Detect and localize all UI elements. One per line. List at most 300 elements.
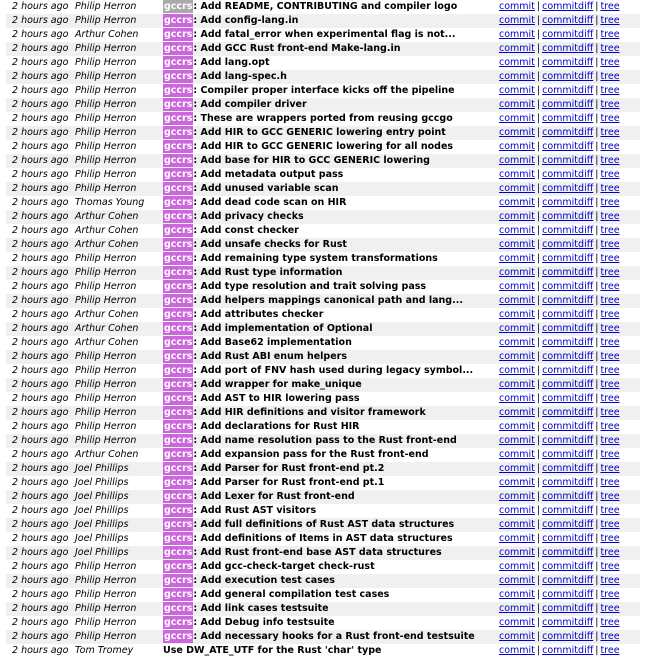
commit-subject-link[interactable] xyxy=(157,266,493,280)
commit-links xyxy=(493,56,640,70)
link-separator: | xyxy=(595,197,599,208)
link-separator: | xyxy=(595,267,599,278)
commitdiff-link[interactable]: commitdiff xyxy=(542,351,594,362)
commit-subject-link[interactable] xyxy=(157,182,493,196)
commit-subject-link[interactable] xyxy=(157,126,493,140)
link-separator: | xyxy=(536,505,541,516)
tree-link[interactable]: tree xyxy=(600,309,620,320)
commitdiff-link[interactable]: commitdiff xyxy=(542,169,594,180)
link-separator: | xyxy=(536,155,541,166)
commitdiff-link[interactable]: commitdiff xyxy=(542,99,594,110)
commit-author: Philip Herron xyxy=(69,294,157,308)
commit-age: 2 hours ago xyxy=(6,42,69,56)
commit-subject-link[interactable] xyxy=(157,14,493,28)
commitdiff-link[interactable]: commitdiff xyxy=(542,449,594,460)
commit-link[interactable]: commit xyxy=(499,85,535,96)
commit-subject-text: : Add fatal_error when experimental flag is not... xyxy=(193,29,456,40)
commit-age: 2 hours ago xyxy=(6,140,69,154)
commit-age: 2 hours ago xyxy=(6,266,69,280)
commit-subject-link[interactable] xyxy=(157,532,493,546)
commit-subject-link[interactable] xyxy=(157,308,493,322)
commit-subject-text: : Add Rust front-end base AST data structures xyxy=(193,547,442,558)
commitdiff-link[interactable]: commitdiff xyxy=(542,393,594,404)
tree-link[interactable]: tree xyxy=(600,15,620,26)
commit-subject-text: : Add HIR definitions and visitor framework xyxy=(193,407,426,418)
tree-link[interactable]: tree xyxy=(600,267,620,278)
commitdiff-link[interactable]: commitdiff xyxy=(542,43,594,54)
commitdiff-link[interactable]: commitdiff xyxy=(542,141,594,152)
tree-link[interactable]: tree xyxy=(600,281,620,292)
tree-link[interactable]: tree xyxy=(600,435,620,446)
commit-subject-text: : Add necessary hooks for a Rust front-end testsuite xyxy=(193,631,475,642)
commitdiff-link[interactable]: commitdiff xyxy=(542,561,594,572)
commit-subject-text: : Add const checker xyxy=(193,225,299,236)
commitdiff-link[interactable]: commitdiff xyxy=(542,1,594,12)
commitdiff-link[interactable]: commitdiff xyxy=(542,253,594,264)
commit-link[interactable]: commit xyxy=(499,281,535,292)
commit-row xyxy=(6,154,640,168)
tree-link[interactable]: tree xyxy=(600,183,620,194)
tree-link[interactable]: tree xyxy=(600,519,620,530)
tree-link[interactable]: tree xyxy=(600,393,620,404)
commit-link[interactable]: commit xyxy=(499,603,535,614)
commit-subject-link[interactable] xyxy=(157,56,493,70)
commit-author: Philip Herron xyxy=(69,252,157,266)
commitdiff-link[interactable]: commitdiff xyxy=(542,379,594,390)
commitdiff-link[interactable]: commitdiff xyxy=(542,85,594,96)
tree-link[interactable]: tree xyxy=(600,547,620,558)
commitdiff-link[interactable]: commitdiff xyxy=(542,309,594,320)
commit-subject-text: : Add implementation of Optional xyxy=(193,323,373,334)
commit-subject-link[interactable] xyxy=(157,0,493,14)
link-separator: | xyxy=(536,645,541,656)
gccrs-tag-badge: gccrs xyxy=(164,365,193,376)
commitdiff-link[interactable]: commitdiff xyxy=(542,631,594,642)
commitdiff-link[interactable]: commitdiff xyxy=(542,15,594,26)
commit-subject-link[interactable] xyxy=(157,280,493,294)
commit-subject-link[interactable] xyxy=(157,462,493,476)
commit-link[interactable]: commit xyxy=(499,1,535,12)
commit-subject-link[interactable] xyxy=(157,392,493,406)
commit-link[interactable]: commit xyxy=(499,113,535,124)
gccrs-tag-badge: gccrs xyxy=(164,547,193,558)
commit-subject-link[interactable] xyxy=(157,196,493,210)
tree-link[interactable]: tree xyxy=(600,71,620,82)
commitdiff-link[interactable]: commitdiff xyxy=(542,603,594,614)
commit-subject-link[interactable] xyxy=(157,588,493,602)
tree-link[interactable]: tree xyxy=(600,575,620,586)
gccrs-tag-badge: gccrs xyxy=(164,421,193,432)
link-separator: | xyxy=(536,463,541,474)
commit-link[interactable]: commit xyxy=(499,169,535,180)
tree-link[interactable]: tree xyxy=(600,337,620,348)
commit-link[interactable]: commit xyxy=(499,533,535,544)
commit-links xyxy=(493,112,640,126)
commitdiff-link[interactable]: commitdiff xyxy=(542,575,594,586)
commit-link[interactable]: commit xyxy=(499,155,535,166)
gccrs-tag-badge: gccrs xyxy=(164,617,193,628)
commit-age: 2 hours ago xyxy=(6,322,69,336)
commit-author: Philip Herron xyxy=(69,126,157,140)
commit-links xyxy=(493,70,640,84)
commit-links xyxy=(493,532,640,546)
link-separator: | xyxy=(595,309,599,320)
link-separator: | xyxy=(595,141,599,152)
commit-subject-link[interactable] xyxy=(157,336,493,350)
link-separator: | xyxy=(595,57,599,68)
commit-subject-link[interactable] xyxy=(157,616,493,630)
commitdiff-link[interactable]: commitdiff xyxy=(542,71,594,82)
commit-age: 2 hours ago xyxy=(6,294,69,308)
commit-row xyxy=(6,126,640,140)
commit-links xyxy=(493,616,640,630)
commit-links xyxy=(493,462,640,476)
tree-link[interactable]: tree xyxy=(600,407,620,418)
commit-subject-link[interactable] xyxy=(157,224,493,238)
commit-link[interactable]: commit xyxy=(499,589,535,600)
commit-subject-link[interactable] xyxy=(157,70,493,84)
commit-link[interactable]: commit xyxy=(499,141,535,152)
commit-link[interactable]: commit xyxy=(499,393,535,404)
commit-age: 2 hours ago xyxy=(6,406,69,420)
commitdiff-link[interactable]: commitdiff xyxy=(542,225,594,236)
tree-link[interactable]: tree xyxy=(600,239,620,250)
commitdiff-link[interactable]: commitdiff xyxy=(542,113,594,124)
commit-subject-link[interactable] xyxy=(157,406,493,420)
commitdiff-link[interactable]: commitdiff xyxy=(542,155,594,166)
commit-link[interactable]: commit xyxy=(499,99,535,110)
commit-subject-text: : Add config-lang.in xyxy=(193,15,299,26)
tree-link[interactable]: tree xyxy=(600,463,620,474)
commit-row xyxy=(6,224,640,238)
commitdiff-link[interactable]: commitdiff xyxy=(542,519,594,530)
tree-link[interactable]: tree xyxy=(600,603,620,614)
commit-subject-link[interactable] xyxy=(157,84,493,98)
commit-subject-link[interactable] xyxy=(157,434,493,448)
commit-subject-link[interactable] xyxy=(157,42,493,56)
commit-subject-link[interactable] xyxy=(157,168,493,182)
commit-links xyxy=(493,308,640,322)
commit-subject-link[interactable] xyxy=(157,420,493,434)
commit-subject-text: : Add link cases testsuite xyxy=(193,603,329,614)
commit-row xyxy=(6,602,640,616)
commitdiff-link[interactable]: commitdiff xyxy=(542,197,594,208)
commitdiff-link[interactable]: commitdiff xyxy=(542,645,594,656)
tree-link[interactable]: tree xyxy=(600,631,620,642)
commit-subject-text: : Add base for HIR to GCC GENERIC lowering xyxy=(193,155,430,166)
commitdiff-link[interactable]: commitdiff xyxy=(542,505,594,516)
commit-links xyxy=(493,574,640,588)
commit-subject-link[interactable] xyxy=(157,350,493,364)
commit-link[interactable]: commit xyxy=(499,57,535,68)
tree-link[interactable]: tree xyxy=(600,589,620,600)
tree-link[interactable]: tree xyxy=(600,491,620,502)
commit-subject-text: : Add HIR to GCC GENERIC lowering entry point xyxy=(193,127,446,138)
commit-age: 2 hours ago xyxy=(6,490,69,504)
commit-subject-link[interactable] xyxy=(157,504,493,518)
tree-link[interactable]: tree xyxy=(600,57,620,68)
commitdiff-link[interactable]: commitdiff xyxy=(542,547,594,558)
commit-author: Joel Phillips xyxy=(69,504,157,518)
tree-link[interactable]: tree xyxy=(600,449,620,460)
commit-subject-link[interactable] xyxy=(157,294,493,308)
link-separator: | xyxy=(595,477,599,488)
commit-row xyxy=(6,560,640,574)
commit-link[interactable]: commit xyxy=(499,491,535,502)
gccrs-tag-badge: gccrs xyxy=(164,43,193,54)
commit-link[interactable]: commit xyxy=(499,449,535,460)
commit-link[interactable]: commit xyxy=(499,71,535,82)
tree-link[interactable]: tree xyxy=(600,141,620,152)
tree-link[interactable]: tree xyxy=(600,85,620,96)
commit-link[interactable]: commit xyxy=(499,575,535,586)
commit-link[interactable]: commit xyxy=(499,561,535,572)
commit-subject-link[interactable] xyxy=(157,210,493,224)
tree-link[interactable]: tree xyxy=(600,43,620,54)
commit-link[interactable]: commit xyxy=(499,323,535,334)
link-separator: | xyxy=(536,85,541,96)
commit-subject-link[interactable] xyxy=(157,154,493,168)
commitdiff-link[interactable]: commitdiff xyxy=(542,239,594,250)
commit-link[interactable]: commit xyxy=(499,547,535,558)
commit-link[interactable]: commit xyxy=(499,365,535,376)
commit-author: Philip Herron xyxy=(69,616,157,630)
tree-link[interactable]: tree xyxy=(600,29,620,40)
commit-subject-link[interactable] xyxy=(157,112,493,126)
commit-subject-link[interactable] xyxy=(157,602,493,616)
commit-link[interactable]: commit xyxy=(499,435,535,446)
commit-age: 2 hours ago xyxy=(6,448,69,462)
commitdiff-link[interactable]: commitdiff xyxy=(542,295,594,306)
tree-link[interactable]: tree xyxy=(600,113,620,124)
commit-age: 2 hours ago xyxy=(6,434,69,448)
commit-author: Philip Herron xyxy=(69,364,157,378)
commitdiff-link[interactable]: commitdiff xyxy=(542,281,594,292)
commit-links xyxy=(493,476,640,490)
commit-subject-link[interactable] xyxy=(157,238,493,252)
tree-link[interactable]: tree xyxy=(600,1,620,12)
gccrs-tag-badge: gccrs xyxy=(164,169,193,180)
commit-link[interactable]: commit xyxy=(499,15,535,26)
commitdiff-link[interactable]: commitdiff xyxy=(542,183,594,194)
commit-row xyxy=(6,364,640,378)
commit-link[interactable]: commit xyxy=(499,337,535,348)
commit-link[interactable]: commit xyxy=(499,407,535,418)
commit-subject-link[interactable] xyxy=(157,252,493,266)
link-separator: | xyxy=(536,589,541,600)
commit-author: Philip Herron xyxy=(69,154,157,168)
commit-row xyxy=(6,42,640,56)
gccrs-tag-badge: gccrs xyxy=(164,575,193,586)
tree-link[interactable]: tree xyxy=(600,645,620,656)
commit-link[interactable]: commit xyxy=(499,421,535,432)
commit-subject-text: : Add unsafe checks for Rust xyxy=(193,239,347,250)
link-separator: | xyxy=(536,281,541,292)
commit-age: 2 hours ago xyxy=(6,420,69,434)
link-separator: | xyxy=(595,127,599,138)
commit-links xyxy=(493,546,640,560)
tree-link[interactable]: tree xyxy=(600,561,620,572)
commitdiff-link[interactable]: commitdiff xyxy=(542,337,594,348)
commitdiff-link[interactable]: commitdiff xyxy=(542,435,594,446)
link-separator: | xyxy=(595,351,599,362)
commit-row xyxy=(6,434,640,448)
tree-link[interactable]: tree xyxy=(600,477,620,488)
link-separator: | xyxy=(536,435,541,446)
commit-subject-link[interactable] xyxy=(157,448,493,462)
tree-link[interactable]: tree xyxy=(600,253,620,264)
tree-link[interactable]: tree xyxy=(600,155,620,166)
commitdiff-link[interactable]: commitdiff xyxy=(542,127,594,138)
gccrs-tag-badge: gccrs xyxy=(164,505,193,516)
commit-link[interactable]: commit xyxy=(499,617,535,628)
commit-age: 2 hours ago xyxy=(6,168,69,182)
commit-subject-link[interactable] xyxy=(157,630,493,644)
commit-subject-link[interactable] xyxy=(157,546,493,560)
commit-link[interactable]: commit xyxy=(499,351,535,362)
gccrs-tag-badge: gccrs xyxy=(164,449,193,460)
commit-link[interactable]: commit xyxy=(499,295,535,306)
commit-link[interactable]: commit xyxy=(499,645,535,656)
tree-link[interactable]: tree xyxy=(600,211,620,222)
commit-subject-link[interactable] xyxy=(157,364,493,378)
gccrs-tag-badge: gccrs xyxy=(164,197,193,208)
commit-subject-text: : Add attributes checker xyxy=(193,309,324,320)
gccrs-tag-badge: gccrs xyxy=(164,393,193,404)
commitdiff-link[interactable]: commitdiff xyxy=(542,463,594,474)
tree-link[interactable]: tree xyxy=(600,323,620,334)
commit-link[interactable]: commit xyxy=(499,631,535,642)
commit-link[interactable]: commit xyxy=(499,463,535,474)
commit-subject-link[interactable] xyxy=(157,560,493,574)
commitdiff-link[interactable]: commitdiff xyxy=(542,617,594,628)
commit-subject-text: : Add Rust ABI enum helpers xyxy=(193,351,348,362)
gccrs-tag-badge: gccrs xyxy=(164,267,193,278)
commit-row xyxy=(6,28,640,42)
tree-link[interactable]: tree xyxy=(600,99,620,110)
commit-row xyxy=(6,70,640,84)
commit-row xyxy=(6,392,640,406)
commitdiff-link[interactable]: commitdiff xyxy=(542,421,594,432)
commit-link[interactable]: commit xyxy=(499,211,535,222)
commit-links xyxy=(493,630,640,644)
commit-link[interactable]: commit xyxy=(499,379,535,390)
commit-subject-link[interactable] xyxy=(157,574,493,588)
commit-row xyxy=(6,210,640,224)
tree-link[interactable]: tree xyxy=(600,197,620,208)
commit-link[interactable]: commit xyxy=(499,267,535,278)
commit-author: Arthur Cohen xyxy=(69,238,157,252)
link-separator: | xyxy=(536,43,541,54)
commit-link[interactable]: commit xyxy=(499,225,535,236)
commitdiff-link[interactable]: commitdiff xyxy=(542,211,594,222)
commit-subject-text: : Add Rust AST visitors xyxy=(193,505,317,516)
commitdiff-link[interactable]: commitdiff xyxy=(542,365,594,376)
commit-age: 2 hours ago xyxy=(6,28,69,42)
commit-subject-link[interactable] xyxy=(157,644,493,658)
commit-links xyxy=(493,84,640,98)
tree-link[interactable]: tree xyxy=(600,169,620,180)
tree-link[interactable]: tree xyxy=(600,379,620,390)
commit-link[interactable]: commit xyxy=(499,29,535,40)
link-separator: | xyxy=(536,393,541,404)
gccrs-tag-badge: gccrs xyxy=(164,631,193,642)
commit-subject-text: : Add Rust type information xyxy=(193,267,343,278)
tree-link[interactable]: tree xyxy=(600,127,620,138)
commit-link[interactable]: commit xyxy=(499,519,535,530)
commit-author: Tom Tromey xyxy=(69,644,157,658)
tree-link[interactable]: tree xyxy=(600,351,620,362)
commit-link[interactable]: commit xyxy=(499,239,535,250)
commit-link[interactable]: commit xyxy=(499,309,535,320)
tree-link[interactable]: tree xyxy=(600,295,620,306)
commit-link[interactable]: commit xyxy=(499,197,535,208)
commitdiff-link[interactable]: commitdiff xyxy=(542,533,594,544)
commit-row xyxy=(6,490,640,504)
commit-link[interactable]: commit xyxy=(499,253,535,264)
commit-link[interactable]: commit xyxy=(499,183,535,194)
commit-subject-text: Use DW_ATE_UTF for the Rust 'char' type xyxy=(163,645,382,656)
link-separator: | xyxy=(595,99,599,110)
commit-author: Arthur Cohen xyxy=(69,210,157,224)
commit-link[interactable]: commit xyxy=(499,505,535,516)
commit-subject-link[interactable] xyxy=(157,490,493,504)
commit-age: 2 hours ago xyxy=(6,574,69,588)
commit-subject-link[interactable] xyxy=(157,140,493,154)
commitdiff-link[interactable]: commitdiff xyxy=(542,57,594,68)
commit-author: Philip Herron xyxy=(69,112,157,126)
commit-subject-link[interactable] xyxy=(157,322,493,336)
commit-row xyxy=(6,182,640,196)
commit-subject-link[interactable] xyxy=(157,98,493,112)
commit-subject-text: : Add remaining type system transformations xyxy=(193,253,438,264)
commitdiff-link[interactable]: commitdiff xyxy=(542,267,594,278)
commit-author: Philip Herron xyxy=(69,84,157,98)
commitdiff-link[interactable]: commitdiff xyxy=(542,589,594,600)
link-separator: | xyxy=(595,281,599,292)
commitdiff-link[interactable]: commitdiff xyxy=(542,29,594,40)
tree-link[interactable]: tree xyxy=(600,421,620,432)
link-separator: | xyxy=(595,589,599,600)
gccrs-tag-badge: gccrs xyxy=(164,463,193,474)
tree-link[interactable]: tree xyxy=(600,505,620,516)
link-separator: | xyxy=(595,435,599,446)
commit-author: Joel Phillips xyxy=(69,518,157,532)
tree-link[interactable]: tree xyxy=(600,617,620,628)
commit-age: 2 hours ago xyxy=(6,350,69,364)
commitdiff-link[interactable]: commitdiff xyxy=(542,323,594,334)
commit-author: Philip Herron xyxy=(69,98,157,112)
tree-link[interactable]: tree xyxy=(600,365,620,376)
commit-link[interactable]: commit xyxy=(499,477,535,488)
commitdiff-link[interactable]: commitdiff xyxy=(542,407,594,418)
commit-author: Philip Herron xyxy=(69,602,157,616)
commit-subject-link[interactable] xyxy=(157,378,493,392)
commit-subject-link[interactable] xyxy=(157,518,493,532)
commitdiff-link[interactable]: commitdiff xyxy=(542,477,594,488)
commit-row xyxy=(6,238,640,252)
tree-link[interactable]: tree xyxy=(600,533,620,544)
commit-subject-link[interactable] xyxy=(157,476,493,490)
commitdiff-link[interactable]: commitdiff xyxy=(542,491,594,502)
link-separator: | xyxy=(536,29,541,40)
gccrs-tag-badge: gccrs xyxy=(164,29,193,40)
tree-link[interactable]: tree xyxy=(600,225,620,236)
commit-subject-link[interactable] xyxy=(157,28,493,42)
commit-link[interactable]: commit xyxy=(499,43,535,54)
commit-link[interactable]: commit xyxy=(499,127,535,138)
link-separator: | xyxy=(595,15,599,26)
